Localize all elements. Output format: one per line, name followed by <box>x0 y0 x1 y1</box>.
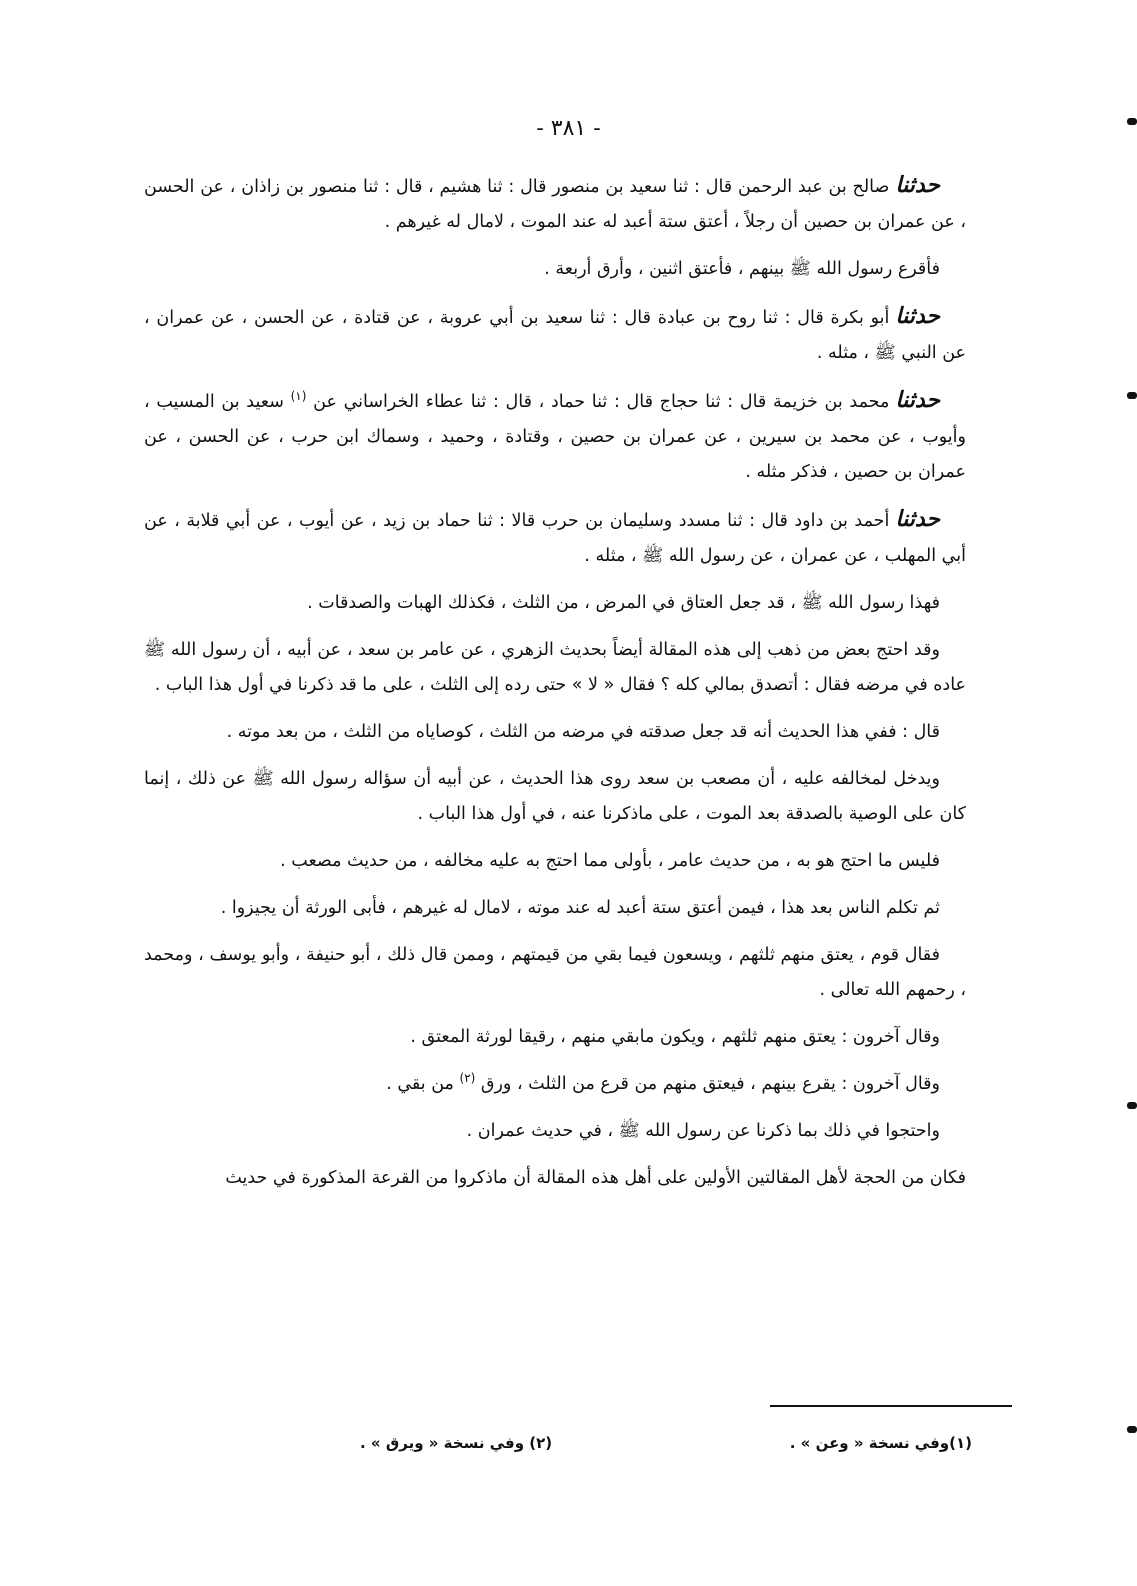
paragraph-text: واحتجوا في ذلك بما ذكرنا عن رسول الله ﷺ ، في حديث عمران . <box>466 1121 940 1141</box>
page-edge-mark <box>1127 1426 1137 1433</box>
paragraph-5 <box>144 502 966 574</box>
paragraph-text: فأقرع رسول الله ﷺ بينهم ، فأعتق اثنين ، وأرق أربعة . <box>544 259 940 279</box>
paragraph-6 <box>144 586 966 621</box>
paragraph-12 <box>144 938 966 1008</box>
paragraph-text: ويدخل لمخالفه عليه ، أن مصعب بن سعد روى هذا الحديث ، عن أبيه أن سؤاله رسول الله ﷺ عن ذلك ، إنما كان على الوصية بالصدقة بعد الموت ، على ماذكرنا عنه ، في أول هذا الباب . <box>144 769 966 824</box>
paragraph-11 <box>144 891 966 926</box>
paragraph-text-continued: من بقي . <box>386 1074 454 1094</box>
page-edge-mark <box>1127 1102 1137 1109</box>
footnote-divider <box>770 1405 1012 1407</box>
paragraph-7 <box>144 633 966 703</box>
paragraph-text: فقال قوم ، يعتق منهم ثلثهم ، ويسعون فيما بقي من قيمتهم ، وممن قال ذلك ، أبو حنيفة ، وأبو يوسف ، ومحمد ، رحمهم الله تعالى . <box>144 945 966 1000</box>
paragraph-text: فكان من الحجة لأهل المقالتين الأولين على أهل هذه المقالة أن ماذكروا من القرعة المذكورة في حديث <box>225 1168 966 1188</box>
paragraph-10 <box>144 844 966 879</box>
paragraph-16 <box>144 1161 966 1196</box>
paragraph-lead-word: حدثنا <box>895 387 940 413</box>
paragraph-15 <box>144 1114 966 1149</box>
paragraph-text-continued: سعيد بن المسيب ، وأيوب ، عن محمد بن سيرين ، عن عمران بن حصين ، وقتادة ، وحميد ، وسماك ابن حرب ، عن الحسن ، عن عمران بن حصين ، فذكر مثله . <box>144 392 966 482</box>
paragraph-text: ثم تكلم الناس بعد هذا ، فيمن أعتق ستة أعبد له عند موته ، لامال له غيرهم ، فأبى الورثة أن يجيزوا . <box>220 898 940 918</box>
paragraph-text: أحمد بن داود قال : ثنا مسدد وسليمان بن حرب قالا : ثنا حماد بن زيد ، عن أيوب ، عن أبي قلابة ، عن أبي المهلب ، عن عمران ، عن رسول الله ﷺ ، مثله . <box>144 511 966 566</box>
paragraph-text: وقد احتج بعض من ذهب إلى هذه المقالة أيضاً بحديث الزهري ، عن عامر بن سعد ، عن أبيه ، أن رسول الله ﷺ عاده في مرضه فقال : أتصدق بمالي كله ؟ فقال « لا » حتى رده إلى الثلث ، على ما قد ذكرنا في أول هذا الباب . <box>144 640 966 695</box>
page-edge-mark <box>1127 118 1137 125</box>
footnotes <box>360 1434 972 1452</box>
paragraph-13 <box>144 1020 966 1055</box>
footnote-1: (١)وفي نسخة « وعن » . <box>789 1434 972 1452</box>
paragraph-4 <box>144 383 966 490</box>
paragraph-1 <box>144 168 966 240</box>
paragraph-lead-word: حدثنا <box>895 506 940 532</box>
paragraph-text: أبو بكرة قال : ثنا روح بن عبادة قال : ثنا سعيد بن أبي عروبة ، عن قتادة ، عن الحسن ، عن عمران ، عن النبي ﷺ ، مثله . <box>144 308 966 363</box>
paragraph-text: قال : ففي هذا الحديث أنه قد جعل صدقته في مرضه من الثلث ، كوصاياه من الثلث ، من بعد موته . <box>226 722 940 742</box>
paragraph-14 <box>144 1067 966 1102</box>
paragraph-text: صالح بن عبد الرحمن قال : ثنا سعيد بن منصور قال : ثنا هشيم ، قال : ثنا منصور بن زاذان ، عن الحسن ، عن عمران بن حصين أن رجلاً ، أعتق ستة أعبد له عند الموت ، لامال له غيرهم . <box>144 177 966 232</box>
paragraph-text: وقال آخرون : يعتق منهم ثلثهم ، ويكون مابقي منهم ، رقيقا لورثة المعتق . <box>410 1027 940 1047</box>
page-edge-mark <box>1127 392 1137 399</box>
paragraph-8 <box>144 715 966 750</box>
paragraph-lead-word: حدثنا <box>895 172 940 198</box>
paragraph-text: فليس ما احتج هو به ، من حديث عامر ، بأولى مما احتج به عليه مخالفه ، من حديث مصعب . <box>280 851 940 871</box>
paragraph-9 <box>144 762 966 832</box>
footnote-2: (٢) وفي نسخة « ويرق » . <box>360 1434 553 1452</box>
paragraph-2 <box>144 252 966 287</box>
page-number: - ٣٨١ - <box>536 116 601 141</box>
footnote-reference-2: (٢) <box>459 1071 476 1086</box>
paragraph-text: محمد بن خزيمة قال : ثنا حجاج قال : ثنا حماد ، قال : ثنا عطاء الخراساني عن <box>313 392 890 412</box>
paragraph-text: فهذا رسول الله ﷺ ، قد جعل العتاق في المرض ، من الثلث ، فكذلك الهبات والصدقات . <box>307 593 940 613</box>
main-text <box>144 168 966 1208</box>
paragraph-3 <box>144 299 966 371</box>
paragraph-lead-word: حدثنا <box>895 303 940 329</box>
paragraph-text: وقال آخرون : يقرع بينهم ، فيعتق منهم من قرع من الثلث ، ورق <box>480 1074 940 1094</box>
footnote-reference-1: (١) <box>290 389 307 404</box>
